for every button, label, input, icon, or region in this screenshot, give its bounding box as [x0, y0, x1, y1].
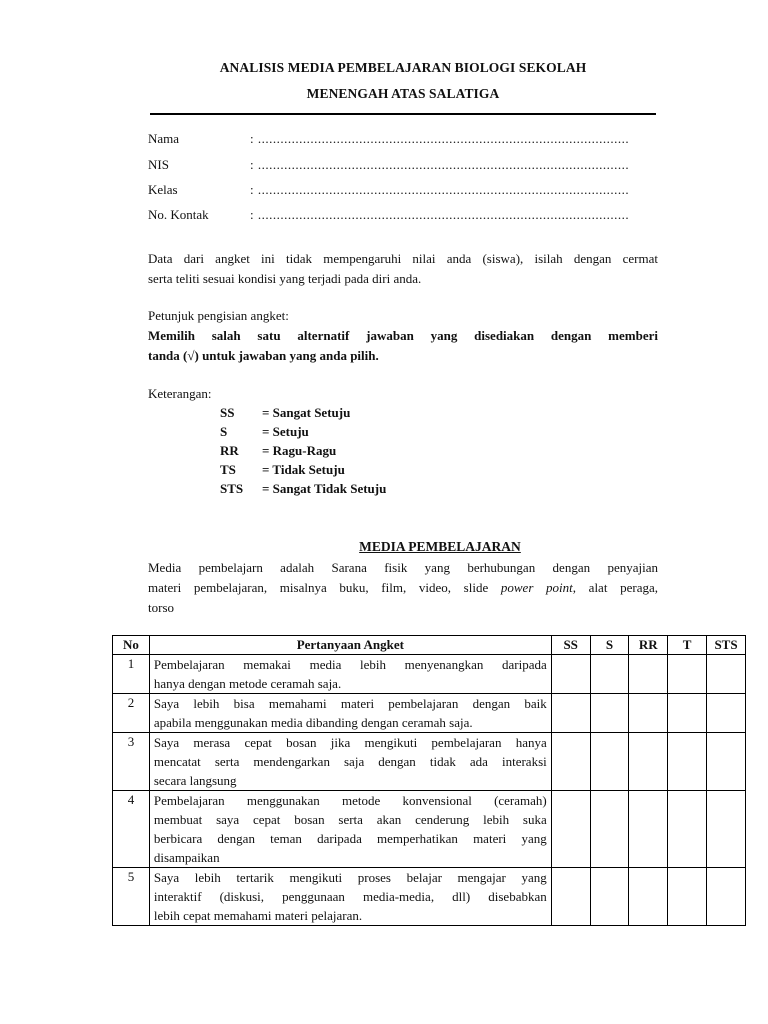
row-number: 5: [113, 868, 150, 926]
intro-paragraph: [148, 249, 658, 289]
field-kelas[interactable]: [148, 182, 658, 200]
answer-cell-t[interactable]: [668, 655, 707, 694]
answer-cell-ss[interactable]: [551, 868, 590, 926]
answer-cell-rr[interactable]: [629, 694, 668, 733]
field-blank[interactable]: : ...................................................................................................: [250, 207, 630, 222]
instructions-block: [148, 306, 658, 366]
question-line: interaktif (diskusi, penggunaan media-media, dll) disebabkan: [153, 889, 547, 904]
legend-heading: [148, 384, 658, 404]
question-line: secara langsung: [153, 773, 237, 788]
answer-cell-sts[interactable]: [707, 733, 746, 791]
instructions-heading: Petunjuk pengisian angket:: [148, 308, 289, 323]
table-header-row: [113, 636, 746, 655]
legend-desc: = Sangat Tidak Setuju: [262, 481, 387, 496]
intro-line: serta teliti sesuai kondisi yang terjadi pada diri anda.: [148, 271, 422, 286]
question-line: Saya lebih bisa memahami materi pembelajaran dengan baik: [153, 696, 547, 711]
col-header-ss: SS: [551, 636, 590, 655]
answer-cell-s[interactable]: [590, 733, 629, 791]
row-number: 1: [113, 655, 150, 694]
instructions-line: Memilih salah satu alternatif jawaban yang disediakan dengan memberi: [148, 328, 658, 343]
question-line: lebih cepat memahami materi pelajaran.: [153, 908, 363, 923]
legend-desc: = Sangat Setuju: [262, 405, 351, 420]
field-label: No. Kontak: [148, 207, 209, 222]
col-header-rr: RR: [629, 636, 668, 655]
table-row: [113, 733, 746, 791]
field-no-kontak[interactable]: [148, 207, 658, 225]
section-text: , alat peraga,: [572, 580, 658, 595]
question-line: Saya merasa cepat bosan jika mengikuti pembelajaran hanya: [153, 735, 547, 750]
section-text: materi pembelajaran, misalnya buku, film, video, slide: [148, 580, 501, 595]
question-line: Pembelajaran memakai media lebih menyenangkan daripada: [153, 657, 547, 672]
document-title-line1: ANALISIS MEDIA PEMBELAJARAN BIOLOGI SEKOLAH: [219, 60, 587, 75]
question-cell: [149, 655, 551, 694]
field-blank[interactable]: : ...................................................................................................: [250, 182, 630, 197]
answer-cell-ss[interactable]: [551, 655, 590, 694]
field-label: Kelas: [148, 182, 178, 197]
answer-cell-t[interactable]: [668, 733, 707, 791]
answer-cell-rr[interactable]: [629, 655, 668, 694]
col-header-no: No: [113, 636, 150, 655]
row-number: 3: [113, 733, 150, 791]
section-line: Media pembelajarn adalah Sarana fisik yang berhubungan dengan penyajian: [148, 560, 658, 575]
table-row: [113, 868, 746, 926]
field-nis[interactable]: [148, 157, 658, 175]
question-line: membuat saya cepat bosan serta akan cenderung lebih suka: [153, 812, 547, 827]
field-nama[interactable]: [148, 131, 658, 149]
field-blank[interactable]: : ...................................................................................................: [250, 157, 630, 172]
legend-code: RR: [220, 443, 239, 458]
answer-cell-sts[interactable]: [707, 791, 746, 868]
section-title: MEDIA PEMBELAJARAN: [359, 539, 521, 554]
legend-code: TS: [220, 462, 236, 477]
answer-cell-rr[interactable]: [629, 733, 668, 791]
answer-cell-s[interactable]: [590, 791, 629, 868]
questionnaire-table: [112, 635, 746, 926]
section-line: [148, 578, 658, 598]
instructions-line: tanda (√) untuk jawaban yang anda pilih.: [148, 348, 379, 363]
legend-desc: = Setuju: [262, 424, 309, 439]
legend-desc: = Tidak Setuju: [262, 462, 345, 477]
question-line: berbicara dengan teman daripada memperhatikan materi yang: [153, 831, 547, 846]
answer-cell-sts[interactable]: [707, 655, 746, 694]
intro-line: Data dari angket ini tidak mempengaruhi nilai anda (siswa), isilah dengan cermat: [148, 251, 658, 266]
field-label: Nama: [148, 131, 180, 146]
question-line: disampaikan: [153, 850, 220, 865]
section-italic-text: power point: [500, 580, 573, 595]
col-header-t: T: [668, 636, 707, 655]
section-line: torso: [148, 600, 174, 615]
field-label: NIS: [148, 157, 169, 172]
answer-cell-rr[interactable]: [629, 868, 668, 926]
answer-cell-ss[interactable]: [551, 791, 590, 868]
legend-code: STS: [220, 481, 244, 496]
answer-cell-s[interactable]: [590, 655, 629, 694]
table-row: [113, 791, 746, 868]
answer-cell-s[interactable]: [590, 694, 629, 733]
row-number: 4: [113, 791, 150, 868]
answer-cell-s[interactable]: [590, 868, 629, 926]
table-row: [113, 694, 746, 733]
answer-cell-t[interactable]: [668, 694, 707, 733]
question-line: hanya dengan metode ceramah saja.: [153, 676, 342, 691]
legend-desc: = Ragu-Ragu: [262, 443, 337, 458]
legend-heading-text: Keterangan:: [148, 386, 212, 401]
legend-code: S: [220, 424, 228, 439]
table-row: [113, 655, 746, 694]
answer-cell-ss[interactable]: [551, 694, 590, 733]
col-header-question: Pertanyaan Angket: [149, 636, 551, 655]
question-cell: [149, 791, 551, 868]
question-line: mencatat serta mendengarkan saja dengan tidak ada interaksi: [153, 754, 547, 769]
field-blank[interactable]: : ...................................................................................................: [250, 131, 630, 146]
answer-cell-ss[interactable]: [551, 733, 590, 791]
col-header-sts: STS: [707, 636, 746, 655]
answer-cell-rr[interactable]: [629, 791, 668, 868]
question-line: Pembelajaran menggunakan metode konvensional (ceramah): [153, 793, 547, 808]
title-divider: [150, 113, 656, 115]
row-number: 2: [113, 694, 150, 733]
question-line: Saya lebih tertarik mengikuti proses belajar mengajar yang: [153, 870, 547, 885]
answer-cell-sts[interactable]: [707, 868, 746, 926]
document-title-line2: MENENGAH ATAS SALATIGA: [306, 86, 500, 101]
question-cell: [149, 733, 551, 791]
section-description: [148, 558, 658, 618]
question-cell: [149, 868, 551, 926]
answer-cell-sts[interactable]: [707, 694, 746, 733]
answer-cell-t[interactable]: [668, 791, 707, 868]
col-header-s: S: [590, 636, 629, 655]
answer-cell-t[interactable]: [668, 868, 707, 926]
question-cell: [149, 694, 551, 733]
legend-code: SS: [220, 405, 235, 420]
question-line: apabila menggunakan media dibanding dengan ceramah saja.: [153, 715, 473, 730]
